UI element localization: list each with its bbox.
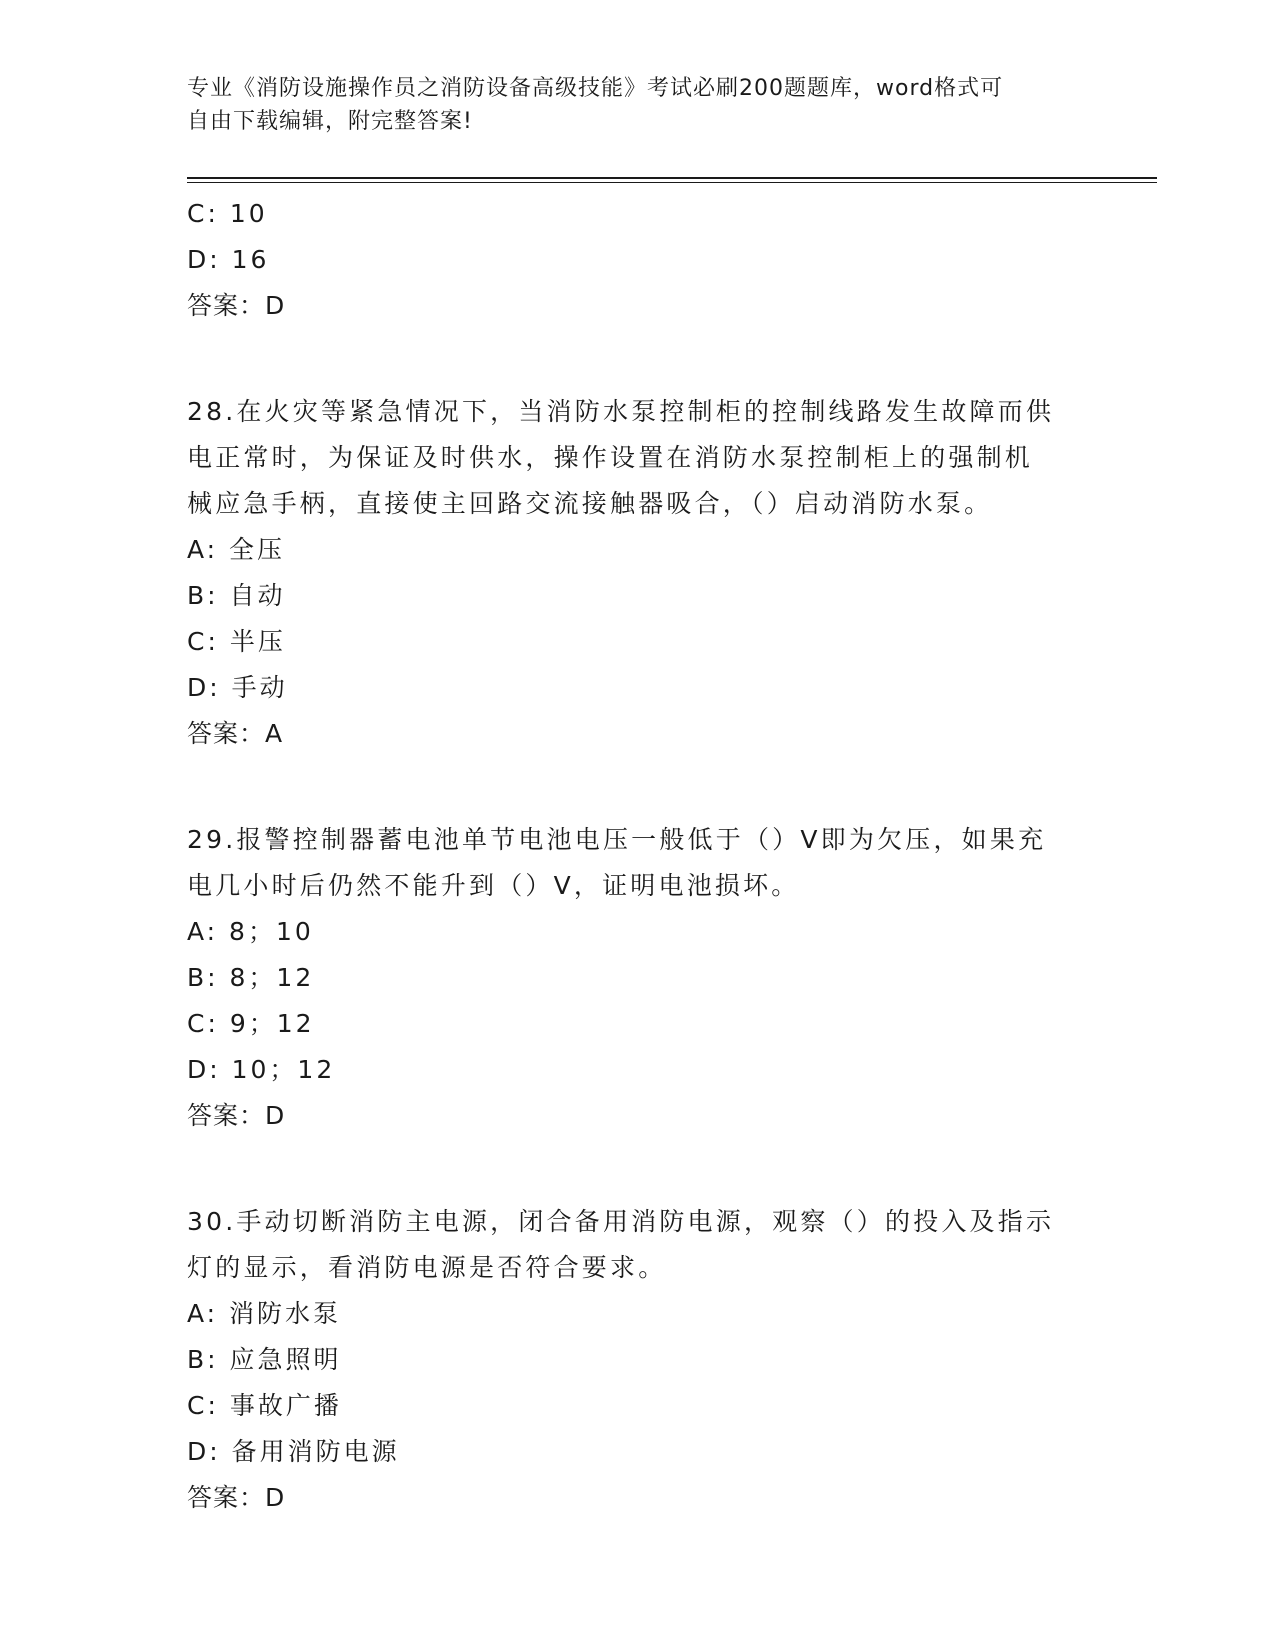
document-body [187,191,1087,1521]
question-stem-line: 灯的显示，看消防电源是否符合要求。 [187,1253,667,1282]
question-30 [187,1199,1087,1521]
question-stem-line: 28.在火灾等紧急情况下，当消防水泵控制柜的控制线路发生故障而供 [187,397,1055,426]
answer: 答案：D [187,1101,286,1130]
option-c: C: 9；12 [187,1009,315,1038]
header-line-2: 自由下载编辑，附完整答案! [187,109,473,134]
header-rule-thick [187,177,1157,179]
option-b: B: 自动 [187,581,286,610]
option-b: B: 应急照明 [187,1345,342,1374]
question-stem-line: 30.手动切断消防主电源，闭合备用消防电源，观察（）的投入及指示 [187,1207,1055,1236]
header-rule-thin [187,182,1157,183]
option-a: A: 消防水泵 [187,1299,342,1328]
question-stem-line: 电几小时后仍然不能升到（）V，证明电池损坏。 [187,871,800,900]
option-c: C: 半压 [187,627,286,656]
answer: 答案：D [187,1483,286,1512]
answer: 答案：A [187,719,284,748]
option-a: A: 8；10 [187,917,314,946]
document-header [187,72,1067,138]
question-28 [187,389,1087,757]
question-29 [187,817,1087,1139]
question-stem-line: 械应急手柄，直接使主回路交流接触器吸合，（）启动消防水泵。 [187,489,993,518]
option-b: B: 8；12 [187,963,315,992]
question-stem-line: 29.报警控制器蓄电池单节电池电压一般低于（）V即为欠压，如果充 [187,825,1047,854]
prev-question-tail [187,191,1087,329]
answer: 答案：D [187,291,286,320]
option-d: D: 手动 [187,673,288,702]
option-d: D: 16 [187,245,270,274]
header-line-1: 专业《消防设施操作员之消防设备高级技能》考试必刷200题题库，word格式可 [187,76,1004,101]
question-stem-line: 电正常时，为保证及时供水，操作设置在消防水泵控制柜上的强制机 [187,443,1034,472]
option-d: D: 备用消防电源 [187,1437,400,1466]
option-c: C: 10 [187,199,268,228]
option-c: C: 事故广播 [187,1391,342,1420]
option-a: A: 全压 [187,535,286,564]
option-d: D: 10；12 [187,1055,336,1084]
